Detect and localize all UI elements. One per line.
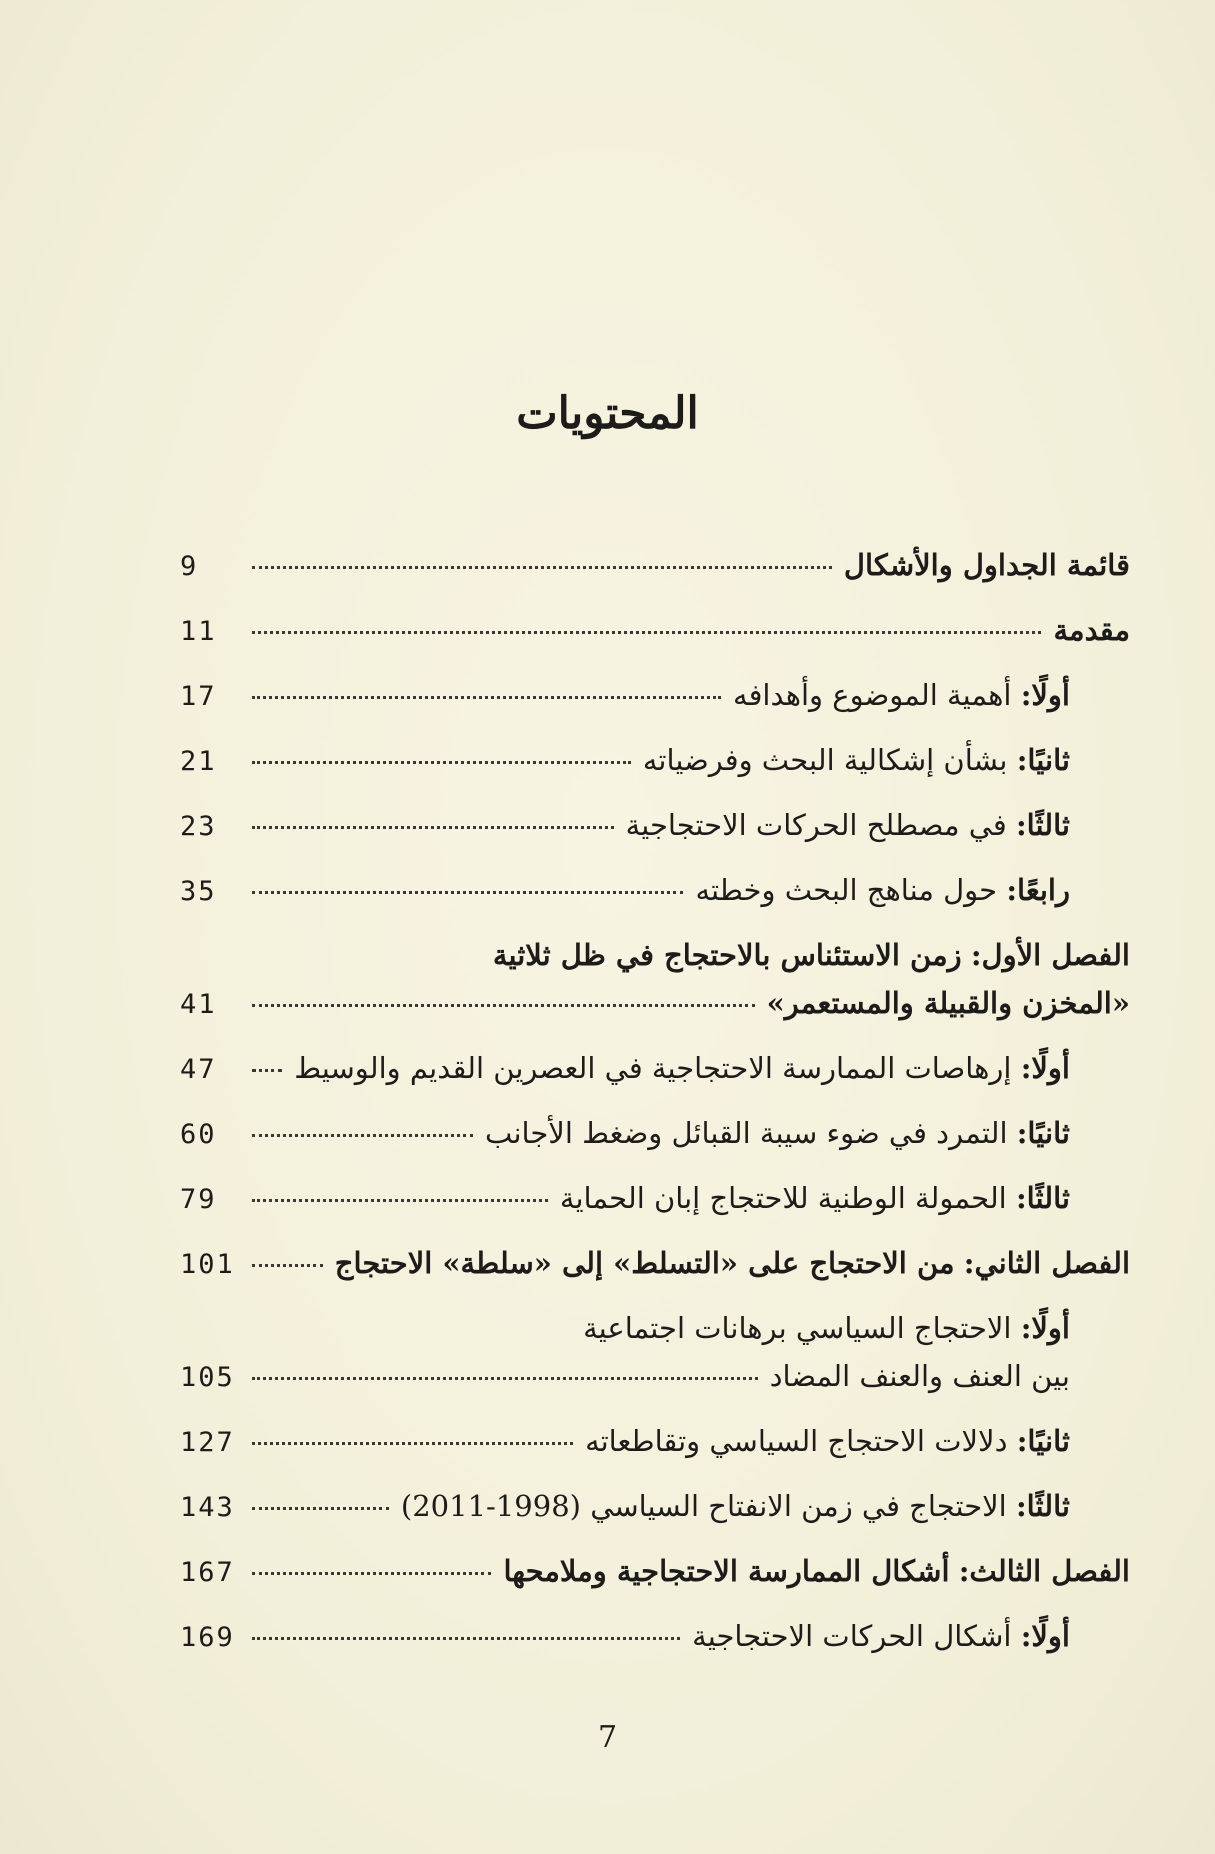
toc-entry-title: قائمة الجداول والأشكال [843,548,1130,582]
toc-entry[interactable] [180,1246,1130,1311]
toc-entry-text: دلالات الاحتجاج السياسي وتقاطعاته [585,1424,1008,1458]
dot-leader [252,696,721,699]
toc-entry-title [692,1619,1070,1653]
toc-entry-text: أهمية الموضوع وأهدافه [733,678,1012,712]
dot-leader [252,1507,389,1510]
toc-entry-title [335,1246,1130,1280]
toc-entry-page: 21 [180,746,217,777]
toc-entry-text: أشكال الممارسة الاحتجاجية وملامحها [503,1554,950,1588]
toc-entry-text: الاحتجاج السياسي برهانات اجتماعية [583,1311,1012,1345]
toc-entry-page: 79 [180,1184,217,1215]
toc-entry-lead: أولًا: [1020,1619,1070,1653]
toc-entry-text: من الاحتجاج على «التسلط» إلى «سلطة» الاحتجاج [334,1246,955,1280]
toc-entry-title [503,1554,1130,1588]
toc-entry-lead: ثانيًا: [1016,1116,1070,1150]
toc-entry-page: 167 [180,1557,235,1588]
toc-entry-page: 17 [180,681,217,712]
toc-entry-text: الحمولة الوطنية للاحتجاج إبان الحماية [559,1181,1007,1215]
dot-leader [252,1572,491,1575]
dot-leader [252,826,614,829]
toc-entry-title [733,678,1070,712]
toc-entry-lead: ثانيًا: [1016,1424,1070,1458]
toc-entry-page: 35 [180,876,217,907]
dot-leader [252,1134,473,1137]
toc-entry[interactable] [180,743,1130,808]
toc-entry[interactable] [180,1181,1130,1246]
toc-entry[interactable] [180,1311,1130,1359]
toc-entry-text: حول مناهج البحث وخطته [695,873,998,907]
dot-leader [252,1264,323,1267]
toc-entry[interactable] [180,1619,1130,1684]
table-of-contents [180,548,1130,1684]
toc-entry-text: بشأن إشكالية البحث وفرضياته [642,743,1008,777]
dot-leader [252,891,683,894]
toc-entry-text: في مصطلح الحركات الاحتجاجية [625,808,1007,842]
toc-entry-lead: الفصل الأول: [970,938,1130,972]
toc-entry-page: 11 [180,616,217,647]
toc-entry-lead: الفصل الثالث: [958,1554,1130,1588]
dot-leader [252,1637,680,1640]
dot-leader [252,631,1041,634]
toc-entry-title [401,1489,1070,1523]
page-title: المحتويات [516,388,699,439]
toc-entry-lead: ثالثًا: [1015,1181,1070,1215]
dot-leader [252,761,631,764]
toc-entry[interactable] [180,613,1130,678]
toc-entry[interactable] [180,1424,1130,1489]
toc-entry-page: 41 [180,989,217,1020]
toc-entry-title [643,743,1070,777]
toc-entry[interactable] [180,678,1130,743]
toc-entry-title [294,1051,1070,1085]
toc-entry-page: 169 [180,1622,235,1653]
dot-leader [252,1377,758,1380]
dot-leader [252,1199,548,1202]
toc-entry[interactable] [180,1489,1130,1554]
toc-entry-page: 101 [180,1249,235,1280]
toc-entry-title [493,938,1130,972]
toc-entry-title: «المخزن والقبيلة والمستعمر» [766,986,1130,1020]
toc-entry-page: 47 [180,1054,217,1085]
toc-entry-title [585,1424,1070,1458]
toc-entry-lead: أولًا: [1020,678,1070,712]
toc-entry-title: مقدمة [1053,613,1130,647]
toc-entry[interactable] [180,1051,1130,1116]
toc-entry[interactable] [180,1554,1130,1619]
toc-entry[interactable] [180,873,1130,938]
toc-entry-text: التمرد في ضوء سيبة القبائل وضغط الأجانب [485,1116,1008,1150]
toc-entry-lead: ثالثًا: [1015,1489,1070,1523]
toc-entry-page: 143 [180,1492,235,1523]
toc-entry-continuation[interactable] [180,986,1130,1051]
page-number: 7 [597,1720,618,1755]
toc-entry-page: 23 [180,811,217,842]
toc-entry-title [560,1181,1070,1215]
toc-entry-text: أشكال الحركات الاحتجاجية [692,1619,1012,1653]
toc-entry[interactable] [180,938,1130,986]
toc-entry-text: الاحتجاج في زمن الانفتاح السياسي (1998-2011) [400,1489,1007,1523]
toc-entry-lead: أولًا: [1020,1051,1070,1085]
toc-entry-page: 127 [180,1427,235,1458]
toc-entry-page: 60 [180,1119,217,1150]
toc-entry[interactable] [180,1116,1130,1181]
dot-leader [252,566,832,569]
toc-entry[interactable] [180,808,1130,873]
toc-entry-title [583,1311,1070,1345]
toc-entry-title [695,873,1070,907]
toc-entry-text: إرهاصات الممارسة الاحتجاجية في العصرين القديم والوسيط [294,1051,1012,1085]
dot-leader [252,1442,573,1445]
toc-entry-lead: ثالثًا: [1015,808,1070,842]
dot-leader [252,1004,755,1007]
toc-entry-continuation[interactable] [180,1359,1130,1424]
toc-entry-title [626,808,1070,842]
toc-entry-lead: أولًا: [1020,1311,1070,1345]
toc-entry-title: بين العنف والعنف المضاد [769,1359,1070,1393]
toc-entry-page: 105 [180,1362,235,1393]
toc-entry-lead: رابعًا: [1006,873,1070,907]
toc-entry[interactable] [180,548,1130,613]
toc-entry-page: 9 [180,551,199,582]
dot-leader [252,1069,282,1072]
toc-entry-lead: الفصل الثاني: [963,1246,1130,1280]
toc-entry-lead: ثانيًا: [1016,743,1070,777]
toc-entry-text: زمن الاستئناس بالاحتجاج في ظل ثلاثية [492,938,962,972]
toc-entry-title [485,1116,1070,1150]
